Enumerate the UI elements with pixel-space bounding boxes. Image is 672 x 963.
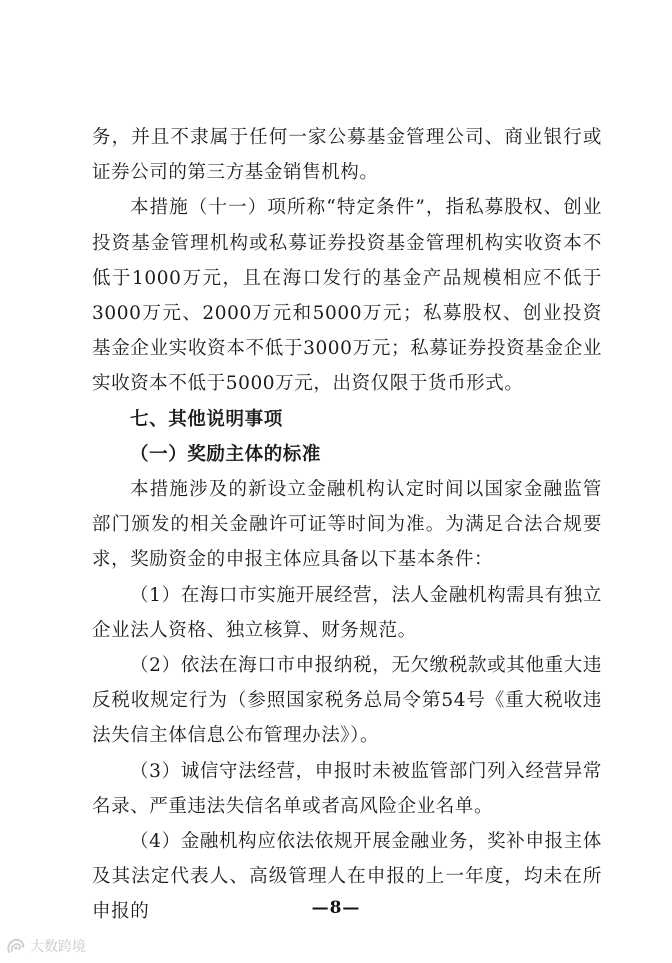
brand-logo-icon (6, 937, 26, 955)
subsection-heading: （一）奖励主体的标准 (130, 443, 322, 465)
page-number: —8— (311, 898, 361, 918)
paragraph-continuation: 务，并且不隶属于任何一家公募基金管理公司、商业银行或证券公司的第三方基金销售机构。 (92, 127, 602, 184)
list-item-condition-4: （4）金融机构应依法依规开展金融业务，奖补申报主体及其法定代表人、高级管理人在申报的上一年度，均未在所申报的 (92, 831, 602, 923)
paragraph-criteria-intro: 本措施涉及的新设立金融机构认定时间以国家金融监管部门颁发的相关金融许可证等时间为准。为满足合法合规要求，奖励资金的申报主体应具备以下基本条件： (92, 479, 602, 571)
section-heading: 七、其他说明事项 (130, 408, 283, 430)
watermark (6, 936, 86, 956)
watermark-text: 大数跨境 (30, 939, 86, 955)
document-body (92, 120, 602, 930)
list-item-condition-3: （3）诚信守法经营，申报时未被监管部门列入经营异常名录、严重违法失信名单或者高风险企业名单。 (92, 760, 602, 817)
paragraph-special-conditions: 本措施（十一）项所称“特定条件”，指私募股权、创业投资基金管理机构或私募证券投资基金管理机构实收资本不低于1000万元，且在海口发行的基金产品规模相应不低于3000万元、2000万元和5000万元；私募股权、创业投资基金企业实收资本不低于3000万元；私募证券投资基金企业实收资本不低于5000万元，出资仅限于货币形式。 (92, 197, 602, 395)
list-item-condition-1: （1）在海口市实施开展经营，法人金融机构需具有独立企业法人资格、独立核算、财务规范。 (92, 584, 602, 641)
list-item-condition-2: （2）依法在海口市申报纳税，无欠缴税款或其他重大违反税收规定行为（参照国家税务总局令第54号《重大税收违法失信主体信息公布管理办法》）。 (92, 655, 602, 747)
